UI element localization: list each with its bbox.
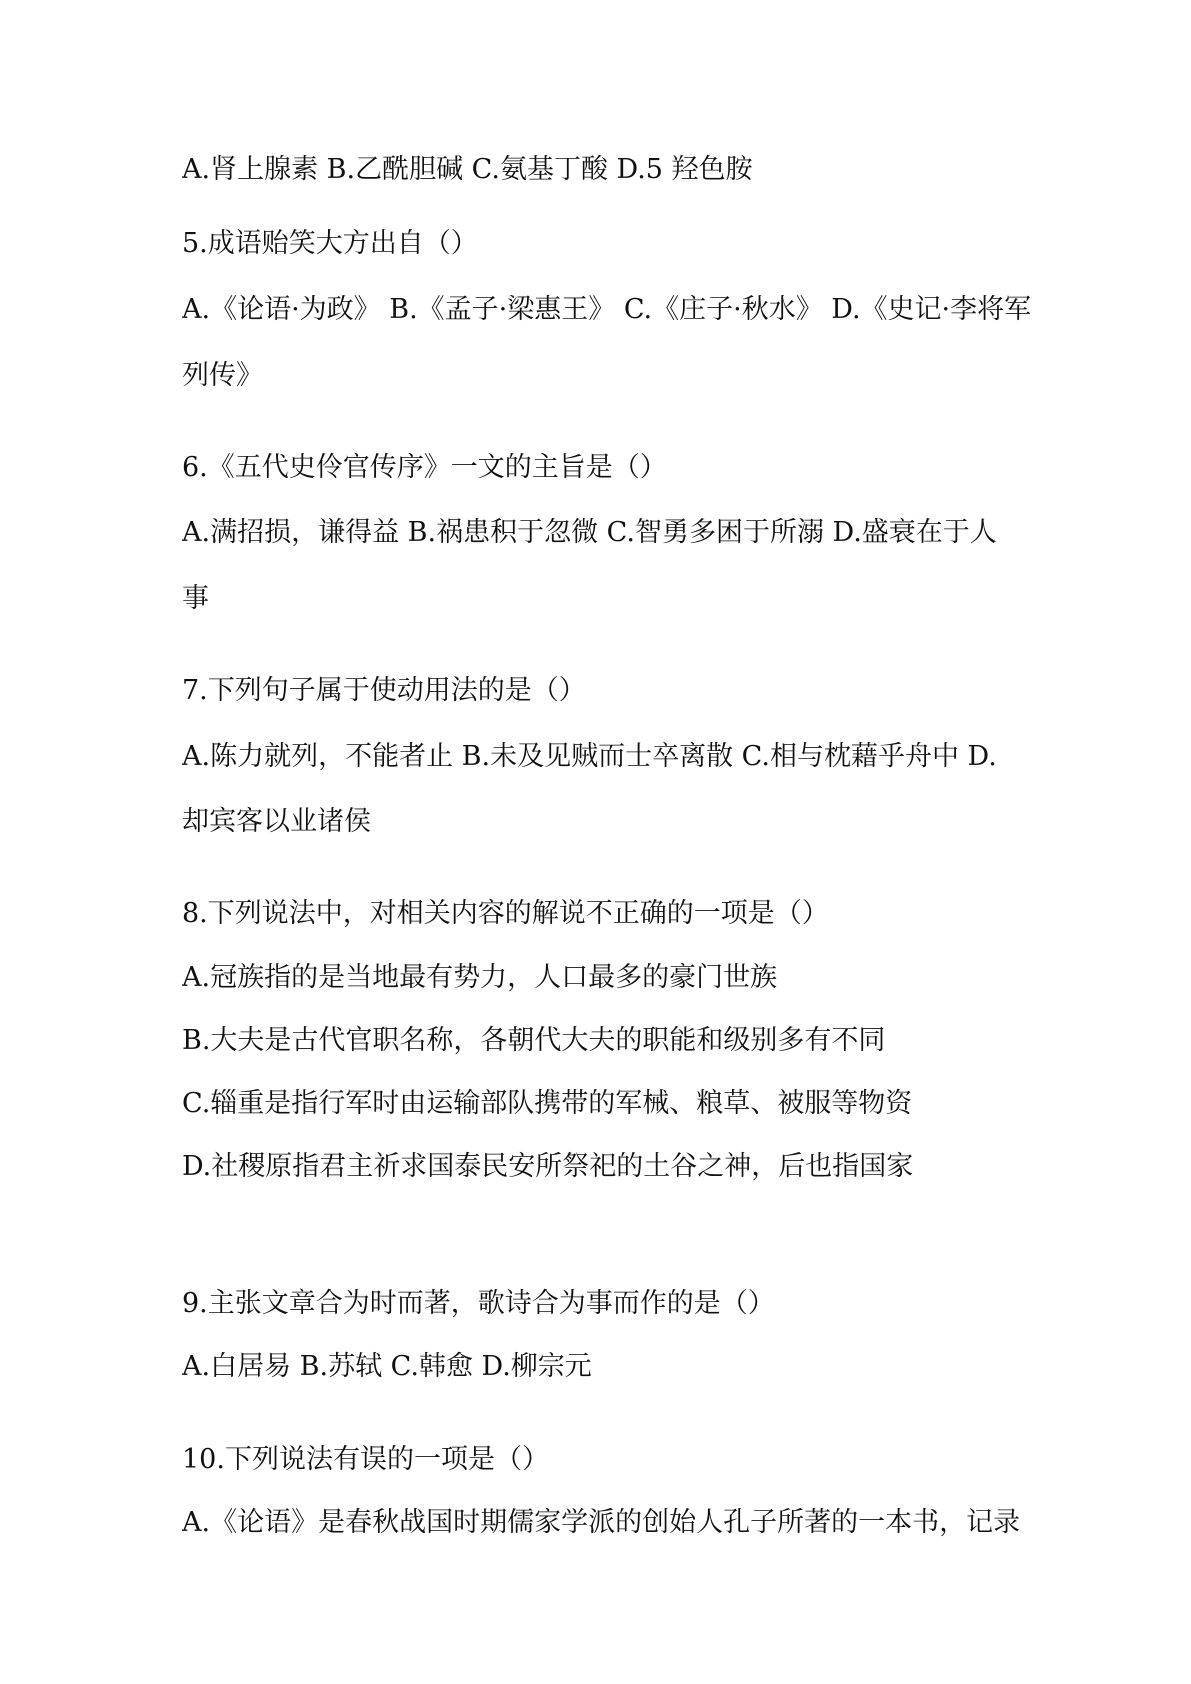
question-7-options: A.陈力就列，不能者止 B.未及见贼而士卒离散 C.相与枕藉乎舟中 D. bbox=[182, 741, 997, 772]
question-8-option-c: C.辎重是指行军时由运输部队携带的军械、粮草、被服等物资 bbox=[182, 1088, 913, 1119]
question-8-stem: 8.下列说法中，对相关内容的解说不正确的一项是（） bbox=[182, 898, 829, 929]
question-8-option-a: A.冠族指的是当地最有势力，人口最多的豪门世族 bbox=[182, 962, 778, 993]
question-10-stem: 10.下列说法有误的一项是（） bbox=[182, 1444, 549, 1475]
question-4-options: A.肾上腺素 B.乙酰胆碱 C.氨基丁酸 D.5 羟色胺 bbox=[182, 154, 753, 185]
question-7-stem: 7.下列句子属于使动用法的是（） bbox=[182, 675, 586, 706]
question-7-options-continued: 却宾客以业诸侯 bbox=[182, 806, 371, 837]
question-6-options: A.满招损，谦得益 B.祸患积于忽微 C.智勇多困于所溺 D.盛衰在于人 bbox=[182, 517, 997, 548]
question-10-option-a: A.《论语》是春秋战国时期儒家学派的创始人孔子所著的一本书，记录 bbox=[182, 1507, 1021, 1538]
question-5-stem: 5.成语贻笑大方出自（） bbox=[182, 228, 478, 259]
question-9-options: A.白居易 B.苏轼 C.韩愈 D.柳宗元 bbox=[182, 1351, 592, 1382]
question-5-options-continued: 列传》 bbox=[182, 360, 263, 391]
question-6-options-continued: 事 bbox=[182, 583, 209, 614]
question-8-option-d: D.社稷原指君主祈求国泰民安所祭祀的土谷之神，后也指国家 bbox=[182, 1151, 914, 1182]
question-8-option-b: B.大夫是古代官职名称，各朝代大夫的职能和级别多有不同 bbox=[182, 1025, 886, 1056]
question-9-stem: 9.主张文章合为时而著，歌诗合为事而作的是（） bbox=[182, 1288, 775, 1319]
question-6-stem: 6.《五代史伶官传序》一文的主旨是（） bbox=[182, 452, 667, 483]
question-5-options: A.《论语·为政》 B.《孟子·梁惠王》 C.《庄子·秋水》 D.《史记·李将军 bbox=[182, 294, 1032, 325]
